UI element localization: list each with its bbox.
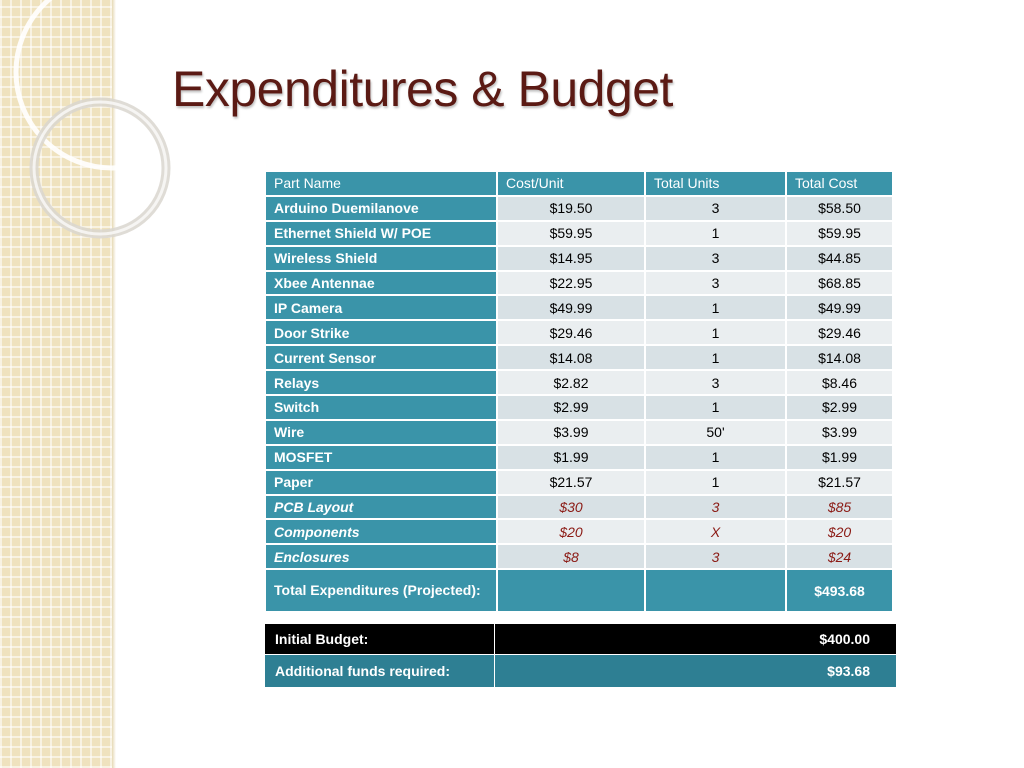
total-cost-cell: $85 xyxy=(786,495,893,520)
side-panel-edge xyxy=(112,0,116,768)
table-row xyxy=(265,320,893,345)
total-cost-cell: $29.46 xyxy=(786,320,893,345)
table-row xyxy=(265,370,893,395)
part-name-cell: IP Camera xyxy=(265,295,497,320)
total-cost-cell: $14.08 xyxy=(786,345,893,370)
total-expenditures-value: $493.68 xyxy=(786,569,893,612)
total-units-cell: 1 xyxy=(645,345,786,370)
total-expenditures-row xyxy=(265,569,893,612)
total-units-cell: 1 xyxy=(645,395,786,420)
budget-summary-table xyxy=(264,623,897,688)
cost-unit-cell: $59.95 xyxy=(497,221,645,246)
total-units-cell: 3 xyxy=(645,544,786,569)
total-cost-cell: $20 xyxy=(786,519,893,544)
total-units-cell: 3 xyxy=(645,271,786,296)
initial-budget-value: $400.00 xyxy=(495,624,897,655)
total-cost-cell: $1.99 xyxy=(786,445,893,470)
cost-unit-cell: $21.57 xyxy=(497,470,645,495)
part-name-cell: Xbee Antennae xyxy=(265,271,497,296)
table-header-row xyxy=(265,171,893,196)
additional-funds-row xyxy=(265,655,897,688)
table-row xyxy=(265,420,893,445)
total-cost-cell: $3.99 xyxy=(786,420,893,445)
cost-unit-cell: $30 xyxy=(497,495,645,520)
decorative-side-panel xyxy=(0,0,112,768)
total-units-cell: 3 xyxy=(645,246,786,271)
cost-unit-cell: $2.82 xyxy=(497,370,645,395)
total-cost-cell: $49.99 xyxy=(786,295,893,320)
total-cost-cell: $21.57 xyxy=(786,470,893,495)
table-row xyxy=(265,295,893,320)
table-row xyxy=(265,470,893,495)
total-units-cell: 1 xyxy=(645,295,786,320)
cost-unit-cell: $14.95 xyxy=(497,246,645,271)
total-units-cell: 1 xyxy=(645,470,786,495)
initial-budget-row xyxy=(265,624,897,655)
cost-unit-cell: $2.99 xyxy=(497,395,645,420)
part-name-cell: Current Sensor xyxy=(265,345,497,370)
part-name-cell: Arduino Duemilanove xyxy=(265,196,497,221)
table-row xyxy=(265,246,893,271)
cost-unit-cell: $19.50 xyxy=(497,196,645,221)
part-name-cell: Door Strike xyxy=(265,320,497,345)
total-cost-cell: $59.95 xyxy=(786,221,893,246)
total-cost-cell: $24 xyxy=(786,544,893,569)
total-cost-cell: $68.85 xyxy=(786,271,893,296)
cost-unit-cell: $3.99 xyxy=(497,420,645,445)
header-total-units: Total Units xyxy=(645,171,786,196)
planned-table-row xyxy=(265,544,893,569)
table-row xyxy=(265,196,893,221)
part-name-cell: MOSFET xyxy=(265,445,497,470)
cost-unit-cell: $20 xyxy=(497,519,645,544)
part-name-cell: Switch xyxy=(265,395,497,420)
additional-funds-label: Additional funds required: xyxy=(265,655,495,688)
parts-cost-table xyxy=(264,170,894,613)
part-name-cell: Wire xyxy=(265,420,497,445)
total-units-cell: 1 xyxy=(645,221,786,246)
total-cost-cell: $8.46 xyxy=(786,370,893,395)
empty-cell xyxy=(497,569,645,612)
total-units-cell: 1 xyxy=(645,320,786,345)
cost-unit-cell: $22.95 xyxy=(497,271,645,296)
cost-unit-cell: $8 xyxy=(497,544,645,569)
total-units-cell: 3 xyxy=(645,370,786,395)
total-units-cell: 3 xyxy=(645,196,786,221)
total-units-cell: 50' xyxy=(645,420,786,445)
table-row xyxy=(265,271,893,296)
total-units-cell: X xyxy=(645,519,786,544)
additional-funds-value: $93.68 xyxy=(495,655,897,688)
part-name-cell: PCB Layout xyxy=(265,495,497,520)
initial-budget-label: Initial Budget: xyxy=(265,624,495,655)
total-cost-cell: $2.99 xyxy=(786,395,893,420)
part-name-cell: Relays xyxy=(265,370,497,395)
total-units-cell: 3 xyxy=(645,495,786,520)
cost-unit-cell: $1.99 xyxy=(497,445,645,470)
table-row xyxy=(265,221,893,246)
table-row xyxy=(265,445,893,470)
header-part-name: Part Name xyxy=(265,171,497,196)
empty-cell xyxy=(645,569,786,612)
part-name-cell: Wireless Shield xyxy=(265,246,497,271)
total-units-cell: 1 xyxy=(645,445,786,470)
cost-unit-cell: $14.08 xyxy=(497,345,645,370)
cost-unit-cell: $49.99 xyxy=(497,295,645,320)
part-name-cell: Ethernet Shield W/ POE xyxy=(265,221,497,246)
slide-title: Expenditures & Budget xyxy=(172,61,673,117)
header-cost-unit: Cost/Unit xyxy=(497,171,645,196)
total-expenditures-label: Total Expenditures (Projected): xyxy=(265,569,497,612)
table-row xyxy=(265,345,893,370)
part-name-cell: Enclosures xyxy=(265,544,497,569)
part-name-cell: Components xyxy=(265,519,497,544)
table-row xyxy=(265,395,893,420)
cost-unit-cell: $29.46 xyxy=(497,320,645,345)
total-cost-cell: $58.50 xyxy=(786,196,893,221)
planned-table-row xyxy=(265,519,893,544)
part-name-cell: Paper xyxy=(265,470,497,495)
planned-table-row xyxy=(265,495,893,520)
total-cost-cell: $44.85 xyxy=(786,246,893,271)
header-total-cost: Total Cost xyxy=(786,171,893,196)
